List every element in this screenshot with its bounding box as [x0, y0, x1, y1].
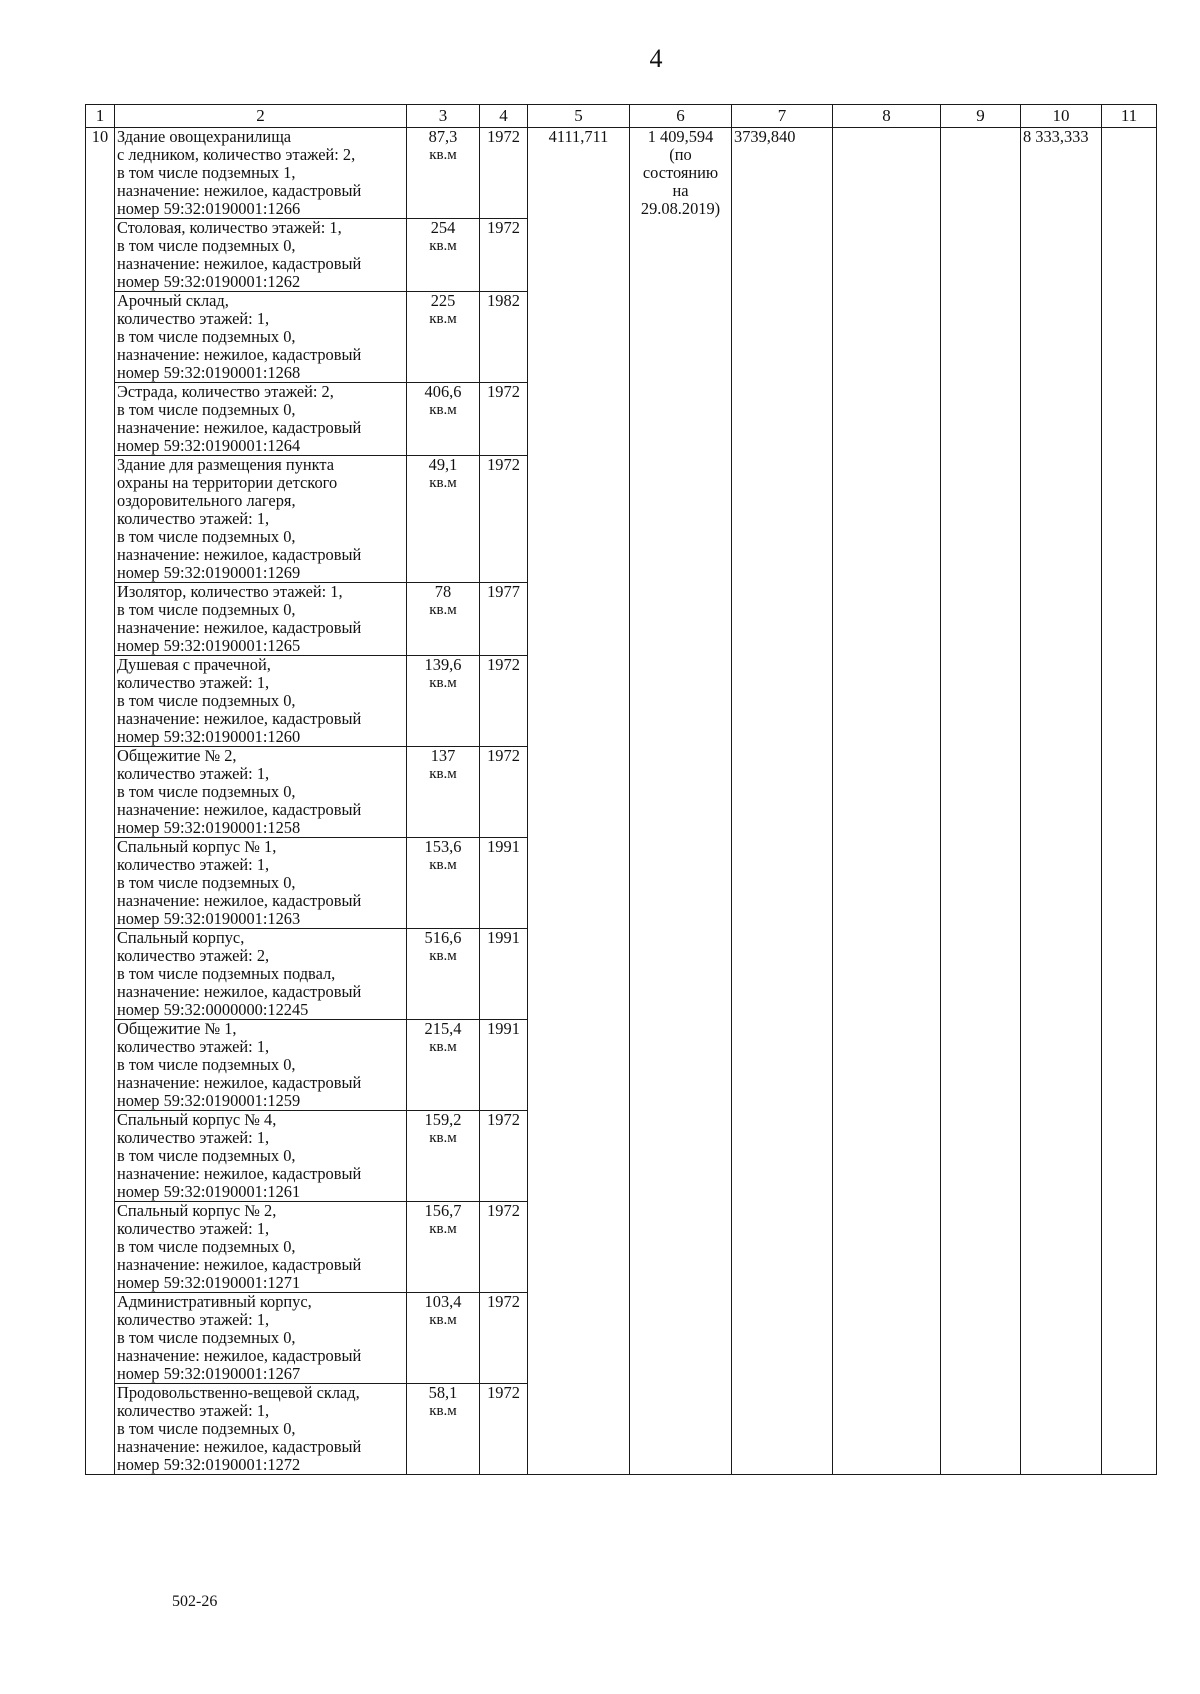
area-unit: кв.м — [429, 402, 457, 418]
object-area — [407, 656, 480, 747]
object-area — [407, 292, 480, 383]
area-unit: кв.м — [429, 766, 457, 782]
area-unit: кв.м — [429, 1221, 457, 1237]
object-description: Здание овощехранилища с ледником, количество этажей: 2, в том числе подземных 1, назначение: нежилое, кадастровый номер 59:32:0190001:1266 — [115, 128, 407, 219]
object-year: 1972 — [480, 747, 528, 838]
area-value: 139,6 — [424, 655, 462, 674]
object-year: 1991 — [480, 929, 528, 1020]
object-description: Арочный склад, количество этажей: 1, в том числе подземных 0, назначение: нежилое, кадастровый номер 59:32:0190001:1268 — [115, 292, 407, 383]
area-value: 254 — [430, 218, 456, 237]
area-value: 49,1 — [428, 455, 458, 474]
object-area — [407, 1020, 480, 1111]
column-header-4: 4 — [480, 105, 528, 128]
column-header-1: 1 — [86, 105, 115, 128]
object-area — [407, 583, 480, 656]
column-6-value: 1 409,594 (по состоянию на 29.08.2019) — [630, 128, 732, 1475]
table-row — [86, 128, 1157, 219]
object-description: Общежитие № 1, количество этажей: 1, в том числе подземных 0, назначение: нежилое, кадастровый номер 59:32:0190001:1259 — [115, 1020, 407, 1111]
column-7-value: 3739,840 — [732, 128, 833, 1475]
area-unit: кв.м — [429, 948, 457, 964]
object-description: Здание для размещения пункта охраны на территории детского оздоровительного лагеря, количество этажей: 1, в том числе подземных 0, назначение: нежилое, кадастровый номер 59:32:0190001:1269 — [115, 456, 407, 583]
column-header-11: 11 — [1102, 105, 1157, 128]
area-value: 103,4 — [424, 1292, 462, 1311]
page-number: 4 — [649, 44, 663, 73]
object-year: 1972 — [480, 1384, 528, 1475]
area-value: 215,4 — [424, 1019, 462, 1038]
area-unit: кв.м — [429, 147, 457, 163]
object-year: 1972 — [480, 1111, 528, 1202]
column-5-value: 4111,711 — [528, 128, 630, 1475]
object-year: 1972 — [480, 383, 528, 456]
object-area — [407, 1384, 480, 1475]
footer-document-code: 502-26 — [172, 1593, 218, 1610]
area-unit: кв.м — [429, 857, 457, 873]
object-year: 1972 — [480, 456, 528, 583]
area-unit: кв.м — [429, 1403, 457, 1419]
area-value: 87,3 — [428, 127, 458, 146]
area-unit: кв.м — [429, 238, 457, 254]
object-description: Душевая с прачечной, количество этажей: 1, в том числе подземных 0, назначение: нежилое, кадастровый номер 59:32:0190001:1260 — [115, 656, 407, 747]
object-year: 1972 — [480, 1293, 528, 1384]
column-9-value — [941, 128, 1021, 1475]
area-unit: кв.м — [429, 1130, 457, 1146]
object-year: 1972 — [480, 656, 528, 747]
area-value: 58,1 — [428, 1383, 458, 1402]
column-number-header-row — [86, 105, 1157, 128]
area-unit: кв.м — [429, 475, 457, 491]
object-year: 1972 — [480, 219, 528, 292]
object-area — [407, 383, 480, 456]
area-value: 516,6 — [424, 928, 462, 947]
object-description: Эстрада, количество этажей: 2, в том числе подземных 0, назначение: нежилое, кадастровый номер 59:32:0190001:1264 — [115, 383, 407, 456]
object-area — [407, 128, 480, 219]
object-description: Столовая, количество этажей: 1, в том числе подземных 0, назначение: нежилое, кадастровый номер 59:32:0190001:1262 — [115, 219, 407, 292]
object-description: Общежитие № 2, количество этажей: 1, в том числе подземных 0, назначение: нежилое, кадастровый номер 59:32:0190001:1258 — [115, 747, 407, 838]
area-value: 225 — [430, 291, 456, 310]
column-8-value — [833, 128, 941, 1475]
column-11-value — [1102, 128, 1157, 1475]
column-10-value: 8 333,333 — [1021, 128, 1102, 1475]
object-year: 1991 — [480, 838, 528, 929]
area-value: 156,7 — [424, 1201, 462, 1220]
object-description: Спальный корпус № 2, количество этажей: 1, в том числе подземных 0, назначение: нежилое, кадастровый номер 59:32:0190001:1271 — [115, 1202, 407, 1293]
object-description: Спальный корпус № 1, количество этажей: 1, в том числе подземных 0, назначение: нежилое, кадастровый номер 59:32:0190001:1263 — [115, 838, 407, 929]
area-value: 137 — [430, 746, 456, 765]
area-value: 78 — [434, 582, 452, 601]
object-area — [407, 219, 480, 292]
area-unit: кв.м — [429, 675, 457, 691]
object-year: 1972 — [480, 128, 528, 219]
column-header-5: 5 — [528, 105, 630, 128]
area-unit: кв.м — [429, 311, 457, 327]
object-year: 1977 — [480, 583, 528, 656]
object-area — [407, 929, 480, 1020]
area-value: 153,6 — [424, 837, 462, 856]
object-year: 1991 — [480, 1020, 528, 1111]
object-area — [407, 456, 480, 583]
column-header-8: 8 — [833, 105, 941, 128]
column-header-7: 7 — [732, 105, 833, 128]
object-description: Административный корпус, количество этажей: 1, в том числе подземных 0, назначение: нежилое, кадастровый номер 59:32:0190001:1267 — [115, 1293, 407, 1384]
object-year: 1982 — [480, 292, 528, 383]
object-area — [407, 1111, 480, 1202]
area-unit: кв.м — [429, 1312, 457, 1328]
column-header-3: 3 — [407, 105, 480, 128]
column-header-10: 10 — [1021, 105, 1102, 128]
object-area — [407, 1293, 480, 1384]
object-area — [407, 838, 480, 929]
area-value: 159,2 — [424, 1110, 462, 1129]
object-area — [407, 747, 480, 838]
area-unit: кв.м — [429, 1039, 457, 1055]
row-index: 10 — [86, 128, 115, 1475]
column-header-2: 2 — [115, 105, 407, 128]
object-year: 1972 — [480, 1202, 528, 1293]
object-description: Продовольственно-вещевой склад, количество этажей: 1, в том числе подземных 0, назначение: нежилое, кадастровый номер 59:32:0190001:1272 — [115, 1384, 407, 1475]
area-value: 406,6 — [424, 382, 462, 401]
object-description: Спальный корпус № 4, количество этажей: 1, в том числе подземных 0, назначение: нежилое, кадастровый номер 59:32:0190001:1261 — [115, 1111, 407, 1202]
column-header-6: 6 — [630, 105, 732, 128]
area-unit: кв.м — [429, 602, 457, 618]
property-registry-table — [85, 104, 1157, 1475]
object-area — [407, 1202, 480, 1293]
column-header-9: 9 — [941, 105, 1021, 128]
object-description: Спальный корпус, количество этажей: 2, в том числе подземных подвал, назначение: нежилое, кадастровый номер 59:32:0000000:12245 — [115, 929, 407, 1020]
object-description: Изолятор, количество этажей: 1, в том числе подземных 0, назначение: нежилое, кадастровый номер 59:32:0190001:1265 — [115, 583, 407, 656]
